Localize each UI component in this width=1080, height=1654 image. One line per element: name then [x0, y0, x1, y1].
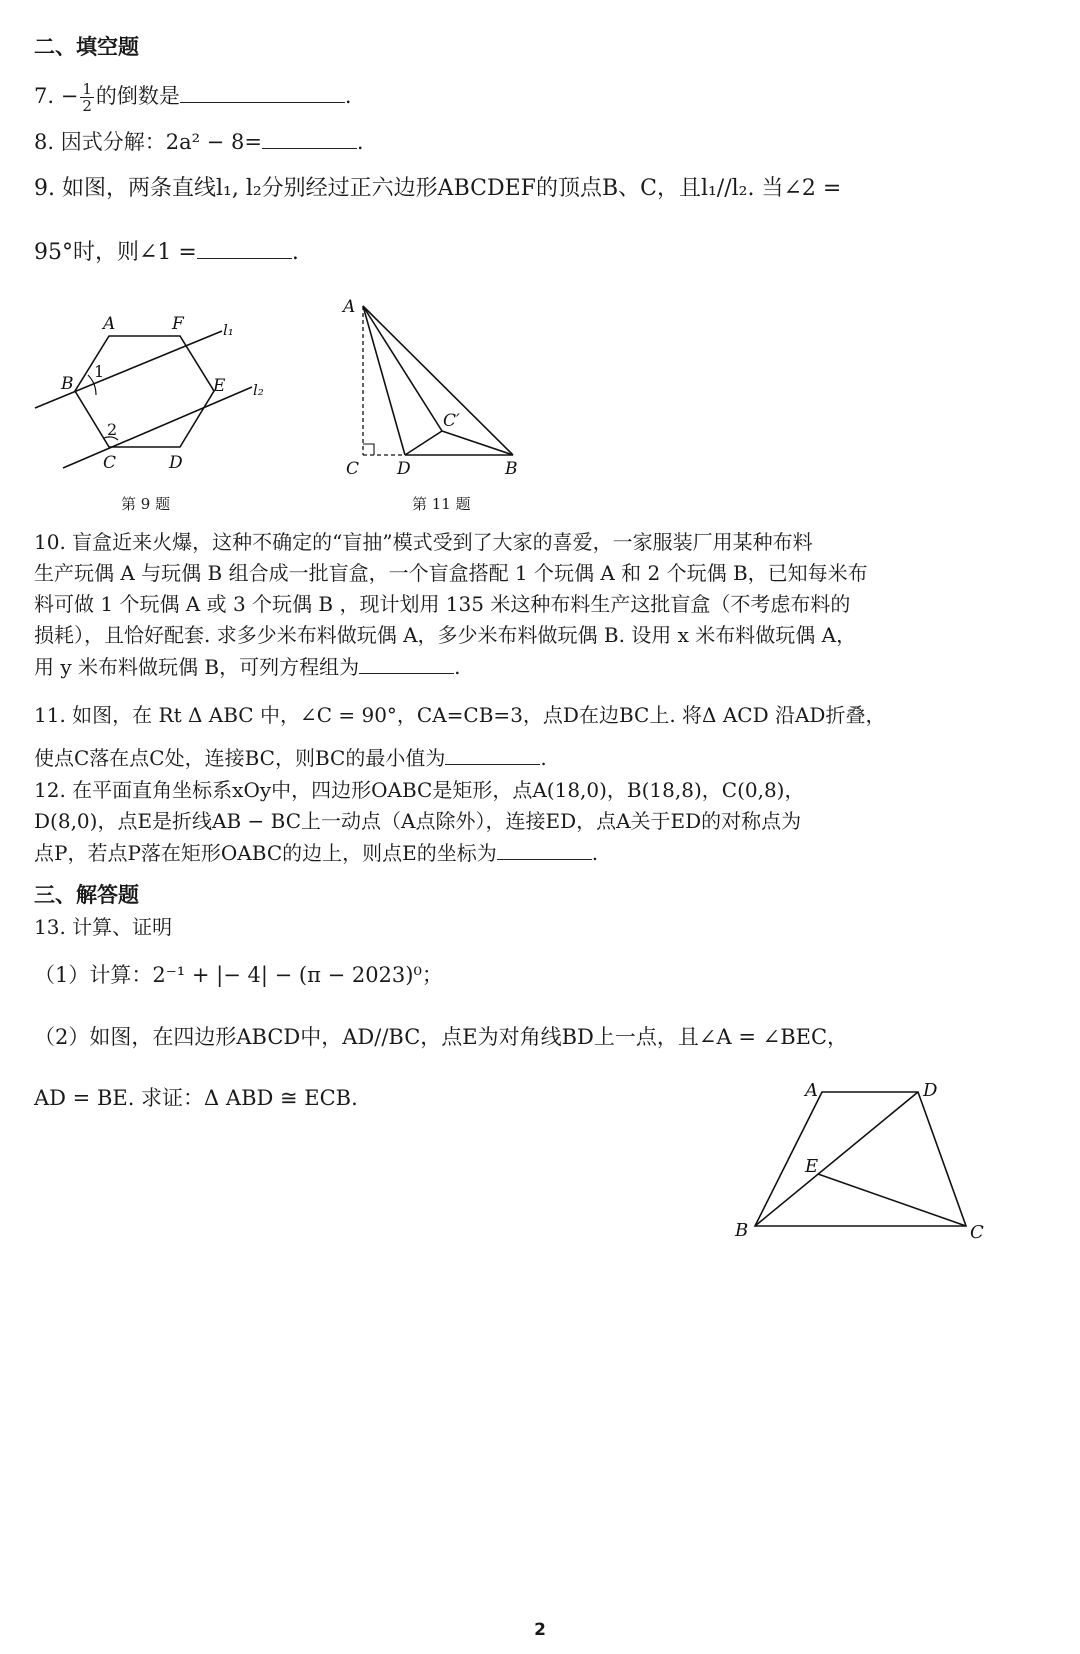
- question-10-line1: 10. 盲盒近来火爆，这种不确定的“盲抽”模式受到了大家的喜爱，一家服装厂用某种布料: [34, 530, 813, 554]
- q7-text: 的倒数是: [95, 84, 180, 108]
- fig13-label-C: C: [970, 1222, 984, 1243]
- q7-fraction: $\frac{1}{2}$: [82, 80, 92, 115]
- question-12-line3: 点P，若点P落在矩形OABC的边上，则点E的坐标为 .: [34, 837, 598, 868]
- segment-EC: [818, 1174, 966, 1226]
- fig9-label-D: D: [169, 453, 183, 473]
- fig11-label-B: B: [505, 459, 518, 479]
- line-l2: [63, 387, 252, 468]
- fig11-label-A: A: [343, 297, 356, 317]
- question-11-line1: 11. 如图，在 Rt Δ ABC 中，∠C = 90°，CA=CB=3，点D在边BC上. 将Δ ACD 沿AD折叠，: [34, 703, 886, 727]
- fig13-label-B: B: [735, 1220, 749, 1241]
- right-angle-mark: [363, 444, 374, 455]
- fig9-label-l1: l₁: [223, 321, 234, 339]
- fig11-label-D: D: [397, 459, 411, 479]
- fig9-label-C: C: [103, 453, 117, 473]
- trapezoid-ABCD: [755, 1092, 966, 1226]
- figure-9-caption: 第 9 题: [121, 495, 171, 513]
- fig9-label-F: F: [172, 314, 184, 334]
- page-number: 2: [534, 1620, 546, 1640]
- question-12-line1: 12. 在平面直角坐标系xOy中，四边形OABC是矩形，点A(18,0)，B(18,8)，C(0,8)，: [34, 778, 805, 802]
- q7-prefix: 7. −: [34, 84, 79, 108]
- fig11-label-C: C: [346, 459, 360, 479]
- question-13-part2-line2: AD = BE. 求证：Δ ABD ≅ ECB.: [34, 1086, 358, 1110]
- question-9-line1: 9. 如图，两条直线l₁, l₂分别经过正六边形ABCDEF的顶点B、C，且l₁//l₂. 当∠2 =: [34, 176, 842, 201]
- q8-text: 8. 因式分解：2a² − 8=: [34, 130, 262, 154]
- fig9-label-E: E: [213, 376, 226, 396]
- fig13-label-D: D: [923, 1080, 938, 1101]
- segment-DC-prime: [405, 431, 442, 455]
- question-10-line3: 料可做 1 个玩偶 A 或 3 个玩偶 B ，现计划用 135 米这种布料生产这批盲盒（不考虑布料的: [34, 592, 851, 616]
- question-13-part2-line1: （2）如图，在四边形ABCD中，AD//BC，点E为对角线BD上一点，且∠A = ∠BEC，: [34, 1025, 849, 1049]
- question-8: 8. 因式分解：2a² − 8= .: [34, 126, 364, 157]
- figure-11-caption: 第 11 题: [412, 495, 471, 513]
- question-10-line4: 损耗），且恰好配套. 求多少米布料做玩偶 A，多少米布料做玩偶 B. 设用 x 米布料做玩偶 A，: [34, 623, 857, 647]
- segment-AD: [363, 306, 405, 455]
- fig13-label-E: E: [805, 1156, 819, 1177]
- segment-AC-prime: [363, 306, 442, 431]
- section-heading-fill-blank: 二、填空题: [34, 35, 139, 59]
- figure-13-trapezoid: [730, 1070, 1000, 1250]
- figure-11-triangle: [335, 296, 535, 491]
- question-12-line2: D(8,0)，点E是折线AB − BC上一动点（A点除外），连接ED，点A关于ED的对称点为: [34, 809, 802, 833]
- fig9-label-angle2: 2: [107, 420, 118, 439]
- q12-answer-blank[interactable]: [497, 837, 592, 860]
- fig9-label-B: B: [61, 374, 74, 394]
- fig11-label-C-prime: C′: [443, 411, 460, 431]
- question-13-part1: （1）计算：2⁻¹ + |− 4| − (π − 2023)⁰；: [34, 963, 443, 987]
- q9-answer-blank[interactable]: [197, 236, 292, 259]
- fig9-label-A: A: [103, 314, 116, 334]
- diagonal-BD: [755, 1092, 918, 1226]
- line-l1: [35, 331, 222, 408]
- q10-answer-blank[interactable]: [359, 651, 454, 674]
- figure-9-hexagon: [30, 305, 290, 490]
- question-10-line5: 用 y 米布料做玩偶 B，可列方程组为 .: [34, 651, 460, 682]
- q8-answer-blank[interactable]: [262, 126, 357, 149]
- question-9-line2: 95°时，则∠1 = .: [34, 236, 299, 268]
- question-7: 7. − $\frac{1}{2}$ 的倒数是 .: [34, 80, 352, 115]
- q7-answer-blank[interactable]: [180, 80, 345, 103]
- segment-C-prime-B: [442, 431, 513, 455]
- fig9-label-angle1: 1: [94, 362, 105, 381]
- fig13-label-A: A: [805, 1080, 818, 1101]
- question-11-line2: 使点C落在点C处，连接BC，则BC的最小值为 .: [34, 742, 547, 773]
- question-13-title: 13. 计算、证明: [34, 915, 173, 939]
- q11-answer-blank[interactable]: [445, 742, 540, 765]
- question-10-line2: 生产玩偶 A 与玩偶 B 组合成一批盲盒，一个盲盒搭配 1 个玩偶 A 和 2 个玩偶 B，已知每米布: [34, 561, 868, 585]
- section-heading-solve: 三、解答题: [34, 883, 139, 907]
- fig9-label-l2: l₂: [253, 381, 264, 399]
